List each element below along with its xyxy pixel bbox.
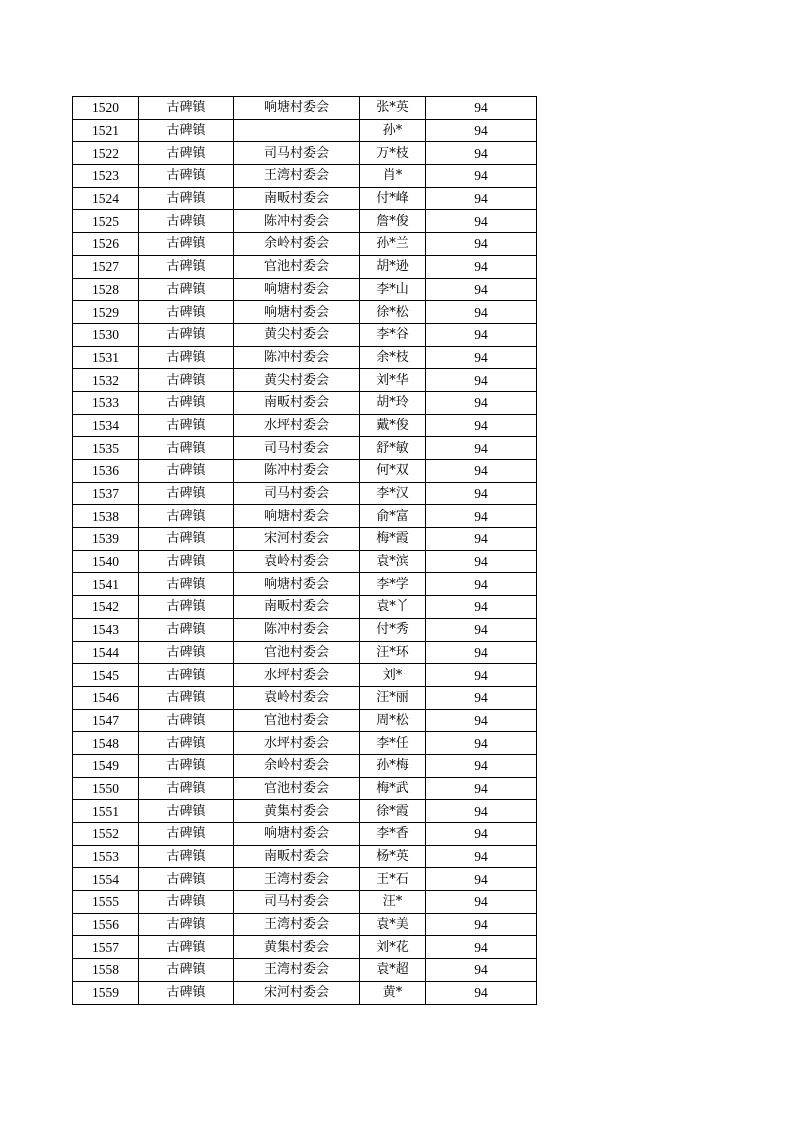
records-table-body xyxy=(73,97,537,1005)
table-row xyxy=(73,686,537,709)
person-name-cell: 刘* xyxy=(360,664,426,687)
village-committee-cell: 袁岭村委会 xyxy=(234,686,360,709)
town-cell: 古碑镇 xyxy=(139,97,234,120)
score-cell: 94 xyxy=(426,550,537,573)
records-table xyxy=(72,96,537,1005)
score-cell: 94 xyxy=(426,97,537,120)
village-committee-cell: 水坪村委会 xyxy=(234,732,360,755)
row-number-cell: 1548 xyxy=(73,732,139,755)
row-number-cell: 1553 xyxy=(73,845,139,868)
score-cell: 94 xyxy=(426,210,537,233)
person-name-cell: 孙*梅 xyxy=(360,754,426,777)
town-cell: 古碑镇 xyxy=(139,165,234,188)
person-name-cell: 刘*花 xyxy=(360,936,426,959)
table-row xyxy=(73,346,537,369)
row-number-cell: 1547 xyxy=(73,709,139,732)
person-name-cell: 何*双 xyxy=(360,460,426,483)
town-cell: 古碑镇 xyxy=(139,278,234,301)
table-row xyxy=(73,823,537,846)
village-committee-cell: 司马村委会 xyxy=(234,891,360,914)
village-committee-cell: 南畈村委会 xyxy=(234,845,360,868)
score-cell: 94 xyxy=(426,414,537,437)
score-cell: 94 xyxy=(426,482,537,505)
village-committee-cell xyxy=(234,119,360,142)
town-cell: 古碑镇 xyxy=(139,210,234,233)
village-committee-cell: 黄尖村委会 xyxy=(234,369,360,392)
village-committee-cell: 南畈村委会 xyxy=(234,187,360,210)
score-cell: 94 xyxy=(426,664,537,687)
village-committee-cell: 官池村委会 xyxy=(234,255,360,278)
village-committee-cell: 陈冲村委会 xyxy=(234,460,360,483)
person-name-cell: 戴*俊 xyxy=(360,414,426,437)
row-number-cell: 1543 xyxy=(73,618,139,641)
table-row xyxy=(73,119,537,142)
person-name-cell: 袁*丫 xyxy=(360,596,426,619)
person-name-cell: 李*汉 xyxy=(360,482,426,505)
town-cell: 古碑镇 xyxy=(139,550,234,573)
town-cell: 古碑镇 xyxy=(139,777,234,800)
row-number-cell: 1545 xyxy=(73,664,139,687)
town-cell: 古碑镇 xyxy=(139,891,234,914)
table-row xyxy=(73,437,537,460)
village-committee-cell: 司马村委会 xyxy=(234,142,360,165)
town-cell: 古碑镇 xyxy=(139,505,234,528)
town-cell: 古碑镇 xyxy=(139,936,234,959)
score-cell: 94 xyxy=(426,709,537,732)
town-cell: 古碑镇 xyxy=(139,913,234,936)
village-committee-cell: 陈冲村委会 xyxy=(234,618,360,641)
town-cell: 古碑镇 xyxy=(139,528,234,551)
village-committee-cell: 南畈村委会 xyxy=(234,391,360,414)
row-number-cell: 1546 xyxy=(73,686,139,709)
town-cell: 古碑镇 xyxy=(139,119,234,142)
table-row xyxy=(73,845,537,868)
person-name-cell: 杨*英 xyxy=(360,845,426,868)
row-number-cell: 1533 xyxy=(73,391,139,414)
score-cell: 94 xyxy=(426,233,537,256)
row-number-cell: 1540 xyxy=(73,550,139,573)
row-number-cell: 1557 xyxy=(73,936,139,959)
table-row xyxy=(73,913,537,936)
score-cell: 94 xyxy=(426,528,537,551)
score-cell: 94 xyxy=(426,369,537,392)
row-number-cell: 1555 xyxy=(73,891,139,914)
score-cell: 94 xyxy=(426,913,537,936)
table-row xyxy=(73,460,537,483)
row-number-cell: 1550 xyxy=(73,777,139,800)
village-committee-cell: 陈冲村委会 xyxy=(234,346,360,369)
village-committee-cell: 王湾村委会 xyxy=(234,868,360,891)
person-name-cell: 徐*松 xyxy=(360,301,426,324)
village-committee-cell: 南畈村委会 xyxy=(234,596,360,619)
table-row xyxy=(73,278,537,301)
town-cell: 古碑镇 xyxy=(139,845,234,868)
table-row xyxy=(73,505,537,528)
town-cell: 古碑镇 xyxy=(139,686,234,709)
person-name-cell: 梅*武 xyxy=(360,777,426,800)
person-name-cell: 张*英 xyxy=(360,97,426,120)
score-cell: 94 xyxy=(426,618,537,641)
table-row xyxy=(73,369,537,392)
table-row xyxy=(73,550,537,573)
person-name-cell: 黄* xyxy=(360,981,426,1004)
table-row xyxy=(73,936,537,959)
village-committee-cell: 响塘村委会 xyxy=(234,573,360,596)
village-committee-cell: 王湾村委会 xyxy=(234,165,360,188)
town-cell: 古碑镇 xyxy=(139,482,234,505)
town-cell: 古碑镇 xyxy=(139,641,234,664)
table-row xyxy=(73,777,537,800)
person-name-cell: 孙*兰 xyxy=(360,233,426,256)
row-number-cell: 1526 xyxy=(73,233,139,256)
village-committee-cell: 响塘村委会 xyxy=(234,823,360,846)
village-committee-cell: 黄集村委会 xyxy=(234,936,360,959)
town-cell: 古碑镇 xyxy=(139,868,234,891)
town-cell: 古碑镇 xyxy=(139,437,234,460)
person-name-cell: 李*学 xyxy=(360,573,426,596)
town-cell: 古碑镇 xyxy=(139,959,234,982)
town-cell: 古碑镇 xyxy=(139,732,234,755)
table-row xyxy=(73,596,537,619)
row-number-cell: 1536 xyxy=(73,460,139,483)
row-number-cell: 1539 xyxy=(73,528,139,551)
table-row xyxy=(73,709,537,732)
village-committee-cell: 司马村委会 xyxy=(234,482,360,505)
table-row xyxy=(73,868,537,891)
person-name-cell: 汪*丽 xyxy=(360,686,426,709)
row-number-cell: 1558 xyxy=(73,959,139,982)
village-committee-cell: 王湾村委会 xyxy=(234,913,360,936)
score-cell: 94 xyxy=(426,460,537,483)
score-cell: 94 xyxy=(426,686,537,709)
row-number-cell: 1542 xyxy=(73,596,139,619)
town-cell: 古碑镇 xyxy=(139,346,234,369)
person-name-cell: 胡*逊 xyxy=(360,255,426,278)
row-number-cell: 1549 xyxy=(73,754,139,777)
table-row xyxy=(73,664,537,687)
person-name-cell: 詹*俊 xyxy=(360,210,426,233)
person-name-cell: 汪* xyxy=(360,891,426,914)
row-number-cell: 1523 xyxy=(73,165,139,188)
score-cell: 94 xyxy=(426,165,537,188)
village-committee-cell: 宋河村委会 xyxy=(234,981,360,1004)
table-row xyxy=(73,573,537,596)
table-row xyxy=(73,97,537,120)
row-number-cell: 1541 xyxy=(73,573,139,596)
row-number-cell: 1522 xyxy=(73,142,139,165)
village-committee-cell: 余岭村委会 xyxy=(234,754,360,777)
village-committee-cell: 官池村委会 xyxy=(234,777,360,800)
village-committee-cell: 官池村委会 xyxy=(234,709,360,732)
score-cell: 94 xyxy=(426,505,537,528)
row-number-cell: 1529 xyxy=(73,301,139,324)
town-cell: 古碑镇 xyxy=(139,709,234,732)
row-number-cell: 1554 xyxy=(73,868,139,891)
table-row xyxy=(73,754,537,777)
person-name-cell: 俞*富 xyxy=(360,505,426,528)
town-cell: 古碑镇 xyxy=(139,142,234,165)
score-cell: 94 xyxy=(426,391,537,414)
town-cell: 古碑镇 xyxy=(139,255,234,278)
score-cell: 94 xyxy=(426,823,537,846)
village-committee-cell: 响塘村委会 xyxy=(234,505,360,528)
village-committee-cell: 王湾村委会 xyxy=(234,959,360,982)
town-cell: 古碑镇 xyxy=(139,981,234,1004)
row-number-cell: 1534 xyxy=(73,414,139,437)
town-cell: 古碑镇 xyxy=(139,391,234,414)
table-row xyxy=(73,528,537,551)
score-cell: 94 xyxy=(426,800,537,823)
table-row xyxy=(73,142,537,165)
score-cell: 94 xyxy=(426,891,537,914)
village-committee-cell: 官池村委会 xyxy=(234,641,360,664)
table-row xyxy=(73,482,537,505)
score-cell: 94 xyxy=(426,936,537,959)
score-cell: 94 xyxy=(426,255,537,278)
row-number-cell: 1527 xyxy=(73,255,139,278)
table-row xyxy=(73,187,537,210)
score-cell: 94 xyxy=(426,868,537,891)
table-row xyxy=(73,800,537,823)
person-name-cell: 李*山 xyxy=(360,278,426,301)
row-number-cell: 1532 xyxy=(73,369,139,392)
person-name-cell: 李*香 xyxy=(360,823,426,846)
person-name-cell: 付*峰 xyxy=(360,187,426,210)
row-number-cell: 1531 xyxy=(73,346,139,369)
village-committee-cell: 黄尖村委会 xyxy=(234,323,360,346)
village-committee-cell: 司马村委会 xyxy=(234,437,360,460)
table-row xyxy=(73,641,537,664)
person-name-cell: 梅*霞 xyxy=(360,528,426,551)
table-row xyxy=(73,981,537,1004)
row-number-cell: 1535 xyxy=(73,437,139,460)
village-committee-cell: 袁岭村委会 xyxy=(234,550,360,573)
row-number-cell: 1528 xyxy=(73,278,139,301)
row-number-cell: 1520 xyxy=(73,97,139,120)
table-row xyxy=(73,414,537,437)
person-name-cell: 王*石 xyxy=(360,868,426,891)
town-cell: 古碑镇 xyxy=(139,573,234,596)
row-number-cell: 1530 xyxy=(73,323,139,346)
village-committee-cell: 响塘村委会 xyxy=(234,278,360,301)
village-committee-cell: 余岭村委会 xyxy=(234,233,360,256)
person-name-cell: 刘*华 xyxy=(360,369,426,392)
town-cell: 古碑镇 xyxy=(139,800,234,823)
score-cell: 94 xyxy=(426,346,537,369)
person-name-cell: 周*松 xyxy=(360,709,426,732)
village-committee-cell: 黄集村委会 xyxy=(234,800,360,823)
score-cell: 94 xyxy=(426,732,537,755)
person-name-cell: 胡*玲 xyxy=(360,391,426,414)
score-cell: 94 xyxy=(426,596,537,619)
row-number-cell: 1552 xyxy=(73,823,139,846)
row-number-cell: 1521 xyxy=(73,119,139,142)
village-committee-cell: 水坪村委会 xyxy=(234,664,360,687)
village-committee-cell: 宋河村委会 xyxy=(234,528,360,551)
row-number-cell: 1525 xyxy=(73,210,139,233)
town-cell: 古碑镇 xyxy=(139,233,234,256)
table-row xyxy=(73,301,537,324)
town-cell: 古碑镇 xyxy=(139,664,234,687)
town-cell: 古碑镇 xyxy=(139,369,234,392)
person-name-cell: 余*枝 xyxy=(360,346,426,369)
table-row xyxy=(73,732,537,755)
town-cell: 古碑镇 xyxy=(139,414,234,437)
table-row xyxy=(73,323,537,346)
person-name-cell: 舒*敏 xyxy=(360,437,426,460)
table-row xyxy=(73,233,537,256)
score-cell: 94 xyxy=(426,301,537,324)
town-cell: 古碑镇 xyxy=(139,460,234,483)
person-name-cell: 袁*超 xyxy=(360,959,426,982)
score-cell: 94 xyxy=(426,142,537,165)
table-row xyxy=(73,891,537,914)
table-row xyxy=(73,165,537,188)
score-cell: 94 xyxy=(426,959,537,982)
row-number-cell: 1559 xyxy=(73,981,139,1004)
row-number-cell: 1544 xyxy=(73,641,139,664)
person-name-cell: 李*谷 xyxy=(360,323,426,346)
town-cell: 古碑镇 xyxy=(139,323,234,346)
table-row xyxy=(73,210,537,233)
row-number-cell: 1538 xyxy=(73,505,139,528)
person-name-cell: 肖* xyxy=(360,165,426,188)
person-name-cell: 李*任 xyxy=(360,732,426,755)
person-name-cell: 孙* xyxy=(360,119,426,142)
village-committee-cell: 水坪村委会 xyxy=(234,414,360,437)
score-cell: 94 xyxy=(426,437,537,460)
row-number-cell: 1556 xyxy=(73,913,139,936)
score-cell: 94 xyxy=(426,573,537,596)
table-row xyxy=(73,618,537,641)
score-cell: 94 xyxy=(426,777,537,800)
score-cell: 94 xyxy=(426,119,537,142)
village-committee-cell: 响塘村委会 xyxy=(234,97,360,120)
score-cell: 94 xyxy=(426,845,537,868)
table-row xyxy=(73,391,537,414)
town-cell: 古碑镇 xyxy=(139,301,234,324)
score-cell: 94 xyxy=(426,278,537,301)
row-number-cell: 1537 xyxy=(73,482,139,505)
score-cell: 94 xyxy=(426,187,537,210)
town-cell: 古碑镇 xyxy=(139,596,234,619)
score-cell: 94 xyxy=(426,641,537,664)
table-row xyxy=(73,255,537,278)
town-cell: 古碑镇 xyxy=(139,754,234,777)
person-name-cell: 徐*霞 xyxy=(360,800,426,823)
row-number-cell: 1524 xyxy=(73,187,139,210)
score-cell: 94 xyxy=(426,754,537,777)
town-cell: 古碑镇 xyxy=(139,618,234,641)
table-row xyxy=(73,959,537,982)
village-committee-cell: 陈冲村委会 xyxy=(234,210,360,233)
person-name-cell: 万*枝 xyxy=(360,142,426,165)
person-name-cell: 付*秀 xyxy=(360,618,426,641)
person-name-cell: 汪*环 xyxy=(360,641,426,664)
person-name-cell: 袁*美 xyxy=(360,913,426,936)
score-cell: 94 xyxy=(426,981,537,1004)
score-cell: 94 xyxy=(426,323,537,346)
person-name-cell: 袁*滨 xyxy=(360,550,426,573)
town-cell: 古碑镇 xyxy=(139,823,234,846)
row-number-cell: 1551 xyxy=(73,800,139,823)
town-cell: 古碑镇 xyxy=(139,187,234,210)
village-committee-cell: 响塘村委会 xyxy=(234,301,360,324)
